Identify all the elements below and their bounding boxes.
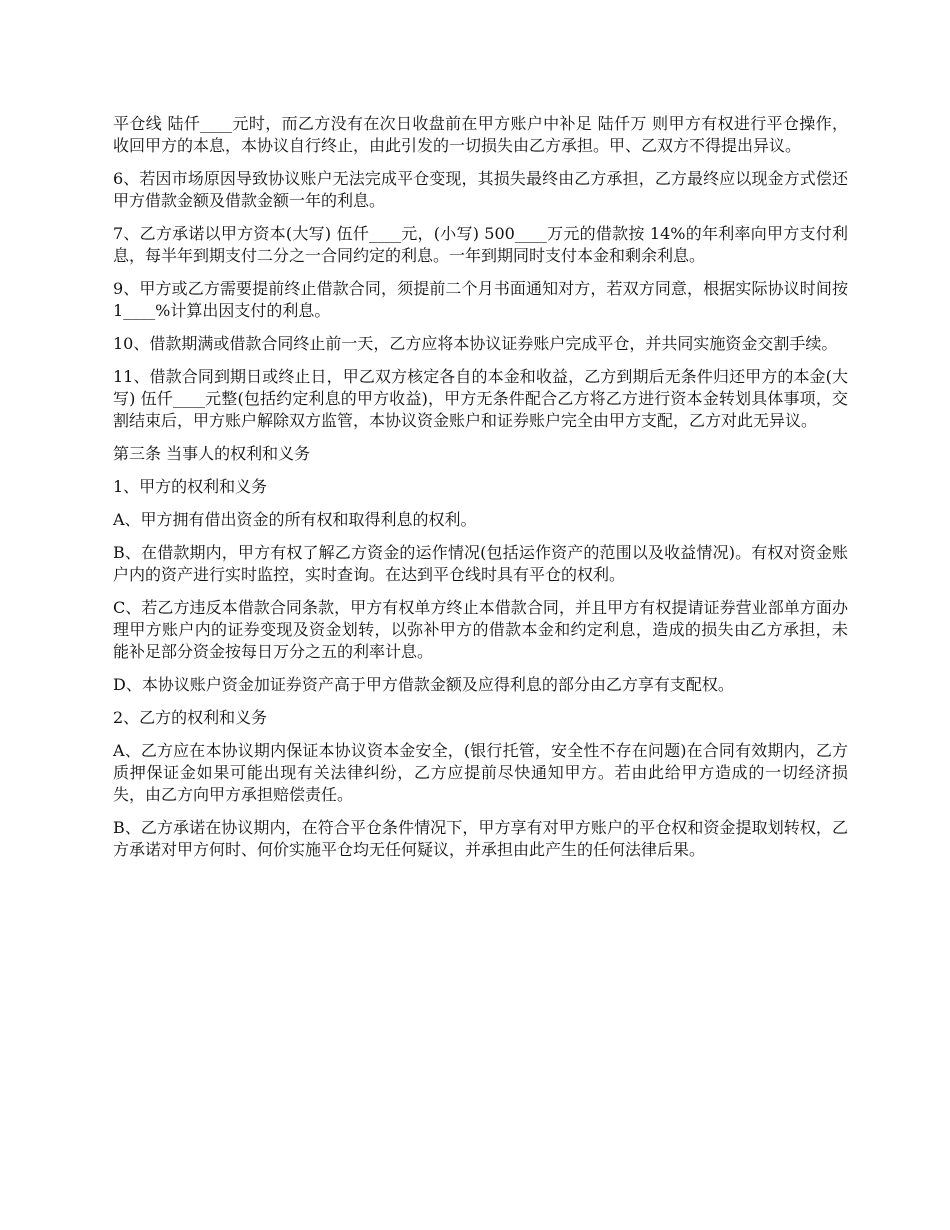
paragraph-party-a-item-c: C、若乙方违反本借款合同条款，甲方有权单方终止本借款合同，并且甲方有权提请证券营业部单方面办理甲方账户内的证券变现及资金划转，以弥补甲方的借款本金和约定利息，造成的损失由乙方承担，未能补足部分资金按每日万分之五的利率计息。 (113, 598, 848, 661)
paragraph-party-a-item-a: A、甲方拥有借出资金的所有权和取得利息的权利。 (113, 510, 477, 529)
paragraph-clause-6: 6、若因市场原因导致协议账户无法完成平仓变现，其损失最终由乙方承担，乙方最终应以现金方式偿还甲方借款金额及借款金额一年的利息。 (113, 169, 848, 210)
document-page (113, 113, 854, 872)
paragraph-clause-9: 9、甲方或乙方需要提前终止借款合同，须提前二个月书面通知对方，若双方同意，根据实际协议时间按 1____%计算出因支付的利息。 (113, 279, 854, 320)
paragraph-party-a-item-b: B、在借款期内，甲方有权了解乙方资金的运作情况(包括运作资产的范围以及收益情况)。有权对资金账户内的资产进行实时监控，实时查询。在达到平仓线时具有平仓的权利。 (113, 543, 848, 584)
paragraph-clause-10: 10、借款期满或借款合同终止前一天，乙方应将本协议证券账户完成平仓，并共同实施资金交割手续。 (113, 334, 838, 353)
paragraph-party-a-item-d: D、本协议账户资金加证券资产高于甲方借款金额及应得利息的部分由乙方享有支配权。 (113, 675, 734, 694)
paragraph-clause-11: 11、借款合同到期日或终止日，甲乙双方核定各自的本金和收益，乙方到期后无条件归还甲方的本金(大写) 伍仟____元整(包括约定利息的甲方收益)，甲方无条件配合乙方将乙方进行资本金转划具体事项，交割结束后，甲方账户解除双方监管，本协议资金账户和证券账户完全由甲方支配，乙方对此无异议。 (113, 367, 848, 430)
paragraph-party-b-item-a: A、乙方应在本协议期内保证本协议资本金安全，(银行托管，安全性不存在问题)在合同有效期内，乙方质押保证金如果可能出现有关法律纠纷，乙方应提前尽快通知甲方。若由此给甲方造成的一切经济损失，由乙方向甲方承担赔偿责任。 (113, 741, 848, 804)
section-heading-article-3: 第三条 当事人的权利和义务 (113, 444, 311, 463)
paragraph-party-b-item-b: B、乙方承诺在协议期内，在符合平仓条件情况下，甲方享有对甲方账户的平仓权和资金提取划转权，乙方承诺对甲方何时、何价实施平仓均无任何疑议，并承担由此产生的任何法律后果。 (113, 818, 848, 859)
paragraph-clause-7: 7、乙方承诺以甲方资本(大写) 伍仟____元，(小写) 500____万元的借款按 14%的年利率向甲方支付利息，每半年到期支付二分之一合同约定的利息。一年到期同时支付本金和剩余利息。 (113, 224, 848, 265)
subheading-party-a-rights: 1、甲方的权利和义务 (113, 477, 268, 496)
subheading-party-b-rights: 2、乙方的权利和义务 (113, 708, 268, 727)
paragraph-liquidation-line: 平仓线 陆仟____元时，而乙方没有在次日收盘前在甲方账户中补足 陆仟万 则甲方有权进行平仓操作，收回甲方的本息，本协议自行终止，由此引发的一切损失由乙方承担。甲、乙双方不得提出异议。 (113, 114, 848, 155)
